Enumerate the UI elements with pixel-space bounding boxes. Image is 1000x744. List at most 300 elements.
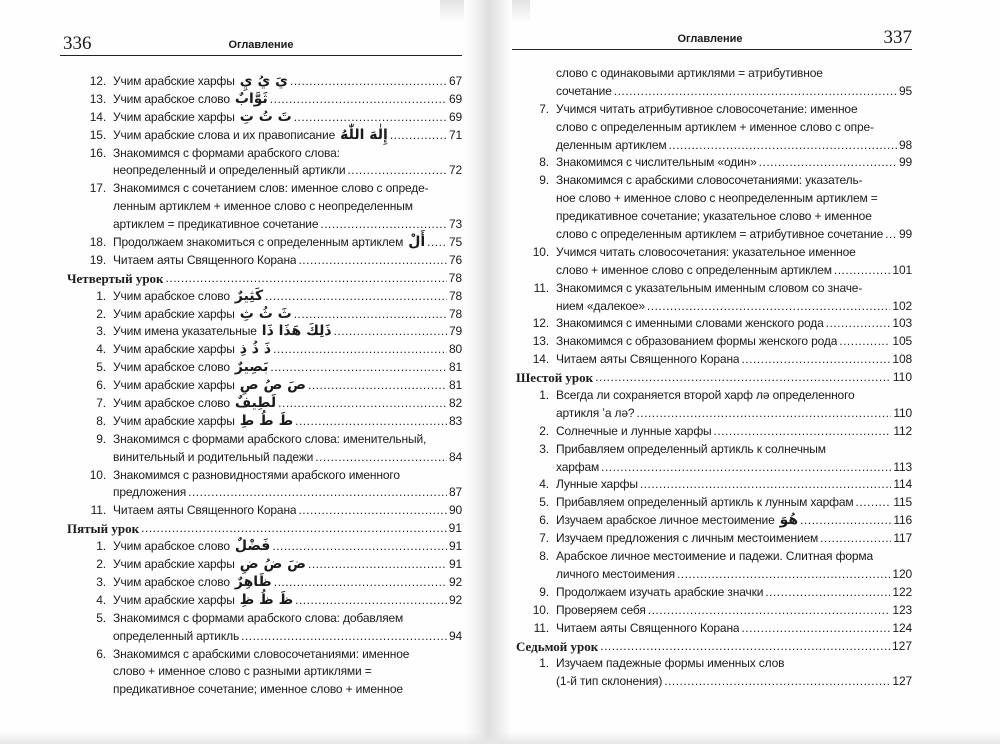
- toc-entry-number: 11.: [533, 280, 549, 295]
- toc-entry-text: [113, 73, 462, 91]
- lesson-title: Четвертый урок: [67, 270, 164, 286]
- arabic-text: ظَاهِرٌ: [234, 573, 272, 590]
- toc-entry: [60, 91, 462, 109]
- toc-entry-text: [113, 252, 462, 270]
- toc-entry-text: [113, 538, 462, 556]
- toc-entry-number: 1.: [539, 388, 549, 403]
- toc-list: [512, 65, 912, 691]
- toc-line: [113, 306, 462, 324]
- toc-entry-text: [113, 109, 462, 127]
- arabic-text: ظَ ظُ ظِ: [239, 591, 294, 608]
- toc-entry-number: 5.: [96, 610, 106, 625]
- arabic-text: صَ صُ صِ: [239, 377, 306, 394]
- toc-page-number: 127: [891, 638, 912, 653]
- toc-page-number: 116: [893, 513, 912, 528]
- toc-entry-number: 6.: [96, 378, 106, 393]
- toc-line-text: Арабское личное местоимение и падежи. Слитная форма: [556, 549, 873, 564]
- toc-page-number: 83: [448, 413, 462, 428]
- toc-line: [113, 73, 462, 91]
- toc-list: [60, 73, 462, 699]
- toc-entry: [512, 387, 912, 423]
- dot-leader: [290, 73, 447, 91]
- toc-line: [113, 145, 462, 163]
- toc-entry-number: 15.: [89, 127, 106, 142]
- toc-line: [556, 172, 912, 190]
- dot-leader: [320, 216, 447, 234]
- toc-line-text: Продолжаем изучать арабские значки: [556, 584, 764, 599]
- dot-leader: [294, 109, 447, 127]
- page-number: 337: [883, 27, 912, 48]
- toc-entry-text: [556, 154, 912, 172]
- toc-entry: [512, 315, 912, 333]
- toc-page-number: 98: [898, 137, 912, 152]
- toc-entry-text: [113, 234, 462, 252]
- toc-entry-text: [556, 333, 912, 351]
- toc-entry-text: [113, 180, 462, 234]
- toc-entry-number: 2.: [96, 306, 106, 321]
- toc-line-text: харфам: [556, 459, 600, 474]
- toc-entry-text: [556, 387, 912, 423]
- toc-entry-text: [556, 476, 912, 494]
- toc-line: [556, 655, 912, 673]
- toc-page-number: 95: [898, 83, 912, 98]
- lesson-heading: [60, 270, 462, 288]
- toc-entry: [512, 333, 912, 351]
- toc-line: [113, 216, 462, 234]
- arabic-text: يَ يُ يِ: [239, 73, 288, 89]
- toc-page-number: 102: [892, 298, 912, 313]
- toc-entry-number: 10.: [89, 467, 106, 482]
- toc-line: [556, 548, 912, 566]
- toc-line-text: Учим арабское слово: [113, 396, 230, 411]
- lesson-title: Шестой урок: [516, 370, 594, 386]
- toc-page-number: 115: [893, 495, 912, 510]
- toc-page-number: 87: [448, 485, 462, 500]
- toc-line: [113, 592, 462, 610]
- toc-entry-number: 11.: [533, 620, 549, 635]
- toc-line: [113, 234, 462, 252]
- toc-line-text: слово с определенным артиклем = атрибутивное сочетание: [556, 227, 884, 242]
- toc-entry-text: [556, 315, 912, 333]
- toc-line-text: личного местоимения: [556, 566, 675, 581]
- toc-line: [556, 530, 912, 548]
- toc-entry-text: [113, 413, 462, 431]
- dot-leader: [800, 512, 891, 530]
- arabic-text: ثَ ثُ ثِ: [239, 305, 292, 322]
- dot-leader: [600, 638, 890, 656]
- toc-line: [556, 208, 912, 226]
- toc-page-number: 78: [448, 306, 462, 321]
- toc-entry: [512, 101, 912, 155]
- toc-line: [113, 431, 462, 449]
- toc-entry-text: [556, 441, 912, 477]
- toc-line-text: Учим арабские харфы: [113, 378, 235, 393]
- toc-entry: [60, 127, 462, 145]
- arabic-text: ضَ ضُ ضِ: [239, 556, 306, 573]
- toc-entry-number: 3.: [96, 324, 106, 339]
- toc-line: [556, 280, 912, 298]
- toc-line-text: нием «далекое»: [556, 298, 645, 313]
- toc-line: [556, 494, 912, 512]
- toc-page-number: 92: [448, 574, 462, 589]
- toc-page-number: 110: [892, 370, 912, 385]
- toc-page-number: 123: [892, 602, 912, 617]
- toc-entry-number: 11.: [90, 503, 106, 518]
- dot-leader: [595, 369, 891, 387]
- toc-entry: [512, 602, 912, 620]
- toc-entry: [512, 172, 912, 244]
- toc-entry-number: 8.: [539, 549, 549, 564]
- dot-leader: [839, 333, 890, 351]
- arabic-text: إِلٰهَ اللّٰهُ: [340, 126, 388, 143]
- toc-entry: [60, 180, 462, 234]
- arabic-text: ذَ ذُ ذِ: [239, 341, 272, 358]
- toc-entry-text: [113, 306, 462, 324]
- toc-line-text: предикативное сочетание; указательное слово + именное: [556, 209, 872, 224]
- toc-line: [113, 323, 462, 341]
- toc-entry-number: 18.: [89, 235, 106, 250]
- toc-line-text: Прибавляем определенный артикль к солнечным: [556, 441, 826, 456]
- toc-line-text: винительный и родительный падежи: [113, 449, 314, 464]
- toc-entry-number: 7.: [96, 396, 106, 411]
- toc-page-number: 76: [448, 252, 462, 267]
- toc-entry-number: 14.: [532, 352, 549, 367]
- dot-leader: [298, 252, 446, 270]
- toc-line: [556, 673, 912, 691]
- toc-entry-text: [113, 377, 462, 395]
- toc-line: [113, 538, 462, 556]
- dot-leader: [295, 413, 447, 431]
- toc-page-number: 124: [892, 620, 912, 635]
- toc-line-text: Учим арабское слово: [113, 288, 230, 303]
- toc-entry-number: 13.: [532, 334, 549, 349]
- dot-leader: [826, 315, 891, 333]
- toc-entry-text: [113, 574, 462, 592]
- toc-entry: [60, 288, 462, 306]
- toc-entry-number: 5.: [539, 495, 549, 510]
- toc-entry-text: [556, 655, 912, 691]
- toc-line-text: Всегда ли сохраняется второй харф лә определенного: [556, 388, 855, 403]
- dot-leader: [648, 602, 891, 620]
- toc-line-text: Знакомимся с числительным «один»: [556, 155, 757, 170]
- toc-line-text: артиклем = предикативное сочетание: [113, 217, 319, 232]
- toc-entry: [512, 512, 912, 530]
- dot-leader: [272, 538, 447, 556]
- toc-page-number: 69: [448, 91, 462, 106]
- toc-line-text: артикля ʼа лә?: [556, 405, 635, 420]
- toc-entry-text: [556, 512, 912, 530]
- arabic-text: بَصِيرٌ: [234, 359, 269, 376]
- toc-line-text: Учимся читать атрибутивное словосочетание: именное: [556, 101, 858, 116]
- toc-entry-text: [113, 467, 462, 503]
- toc-page-number: 73: [448, 217, 462, 232]
- toc-entry-number: 1.: [96, 539, 106, 554]
- toc-entry-number: 1.: [539, 656, 549, 671]
- toc-page-number: 117: [893, 531, 912, 546]
- toc-entry: [60, 610, 462, 646]
- toc-page-number: 113: [893, 459, 912, 474]
- toc-line: [113, 681, 462, 699]
- toc-line-text: ленным артиклем + именное слово с неопределенным: [113, 199, 413, 214]
- toc-line: [113, 646, 462, 664]
- dot-leader: [601, 459, 891, 477]
- toc-line: [113, 341, 462, 359]
- toc-page-number: 84: [448, 449, 462, 464]
- arabic-text: ذَلِكَ هَذَا ذَا: [261, 323, 332, 340]
- toc-entry-text: [113, 431, 462, 467]
- toc-line: [113, 91, 462, 109]
- toc-entry-text: [113, 556, 462, 574]
- toc-entry: [512, 423, 912, 441]
- toc-line: [556, 387, 912, 405]
- toc-page-number: 78: [448, 288, 462, 303]
- arabic-text: ثَوَّابٌ: [234, 90, 268, 107]
- dot-leader: [390, 127, 447, 145]
- toc-line: [556, 226, 912, 244]
- toc-page-number: 75: [448, 235, 462, 250]
- toc-entry-continuation: [512, 65, 912, 101]
- toc-entry-text: [556, 584, 912, 602]
- toc-entry: [60, 431, 462, 467]
- book-gutter: [464, 0, 512, 744]
- toc-line: [556, 584, 912, 602]
- arabic-text: لَطِيفٌ: [234, 395, 277, 412]
- toc-entry-text: [556, 602, 912, 620]
- toc-line-text: Изучаем арабское личное местоимение: [556, 513, 775, 528]
- dot-leader: [856, 494, 892, 512]
- toc-line: [556, 512, 912, 530]
- arabic-text: كَثِيرٌ: [234, 287, 264, 304]
- toc-entry-number: 6.: [96, 646, 106, 661]
- toc-line: [556, 566, 912, 584]
- toc-line-text: предикативное сочетание; именное слово + именное: [113, 682, 403, 697]
- lesson-heading: [512, 369, 912, 387]
- toc-line: [556, 333, 912, 351]
- toc-line: [556, 620, 912, 638]
- toc-entry-text: [556, 280, 912, 316]
- toc-page-number: 127: [892, 674, 912, 689]
- toc-line: [113, 109, 462, 127]
- toc-entry: [512, 655, 912, 691]
- toc-line-text: Учим арабское слово: [113, 360, 230, 375]
- toc-entry: [60, 73, 462, 91]
- toc-entry: [512, 280, 912, 316]
- toc-entry-number: 10.: [532, 602, 549, 617]
- toc-line-text: Учим арабские харфы: [113, 109, 235, 124]
- toc-line: [113, 198, 462, 216]
- toc-line: [556, 602, 912, 620]
- toc-entry-text: [556, 351, 912, 369]
- toc-entry-text: [556, 244, 912, 280]
- arabic-text: طَ طُ طِ: [239, 412, 294, 429]
- toc-entry-text: [113, 127, 462, 145]
- dot-leader: [295, 592, 447, 610]
- page-number: 336: [63, 33, 92, 54]
- toc-entry: [512, 620, 912, 638]
- toc-page-number: 80: [448, 342, 462, 357]
- toc-entry-number: 3.: [539, 441, 549, 456]
- toc-entry-text: [113, 288, 462, 306]
- toc-page-number: 91: [448, 557, 462, 572]
- toc-page-number: 122: [892, 584, 912, 599]
- right-page: [512, 0, 912, 744]
- toc-line: [556, 298, 912, 316]
- toc-line-text: слово + именное слово с разными артиклями =: [113, 664, 372, 679]
- toc-entry-number: 9.: [539, 173, 549, 188]
- arabic-text: فَضْلٌ: [234, 538, 271, 555]
- toc-line: [556, 137, 912, 155]
- toc-entry: [512, 548, 912, 584]
- toc-line-text: Учим имена указательные: [113, 324, 257, 339]
- toc-line-text: Знакомимся с формами арабского слова: именительный,: [113, 431, 427, 446]
- toc-entry: [512, 494, 912, 512]
- toc-line-text: слово с одинаковыми артиклями = атрибутивное: [556, 66, 823, 80]
- toc-line-text: Учим арабские харфы: [113, 342, 235, 357]
- toc-entry-number: 5.: [96, 360, 106, 375]
- dot-leader: [885, 226, 897, 244]
- toc-line-text: Солнечные и лунные харфы: [556, 423, 712, 438]
- toc-entry-number: 14.: [89, 109, 106, 124]
- dot-leader: [741, 620, 890, 638]
- toc-page-number: 108: [892, 352, 912, 367]
- toc-page-number: 81: [448, 360, 462, 375]
- toc-page-number: 91: [448, 539, 462, 554]
- dot-leader: [273, 341, 447, 359]
- toc-line-text: Учим арабское слово: [113, 539, 230, 554]
- toc-entry-text: [113, 502, 462, 520]
- toc-line-text: Учим арабские харфы: [113, 557, 235, 572]
- toc-line: [556, 441, 912, 459]
- toc-line: [556, 459, 912, 477]
- toc-page-number: 99: [898, 155, 912, 170]
- toc-entry: [60, 467, 462, 503]
- toc-line: [113, 252, 462, 270]
- dot-leader: [741, 351, 890, 369]
- toc-page-number: 79: [448, 324, 462, 339]
- toc-page-number: 114: [893, 477, 912, 492]
- toc-line: [113, 395, 462, 413]
- dot-leader: [298, 502, 446, 520]
- toc-entry-number: 7.: [539, 101, 549, 116]
- toc-entry-number: 12.: [89, 74, 106, 88]
- toc-line: [556, 190, 912, 208]
- toc-line: [556, 262, 912, 280]
- toc-line-text: Читаем аяты Священного Корана: [113, 252, 297, 267]
- toc-line-text: Знакомимся с разновидностями арабского именного: [113, 467, 400, 482]
- toc-line: [556, 244, 912, 262]
- dot-leader: [677, 566, 890, 584]
- toc-line: [113, 502, 462, 520]
- toc-entry: [512, 244, 912, 280]
- arabic-text: تَ تُ تِ: [239, 108, 292, 125]
- toc-line: [556, 476, 912, 494]
- toc-entry-number: 4.: [539, 477, 549, 492]
- toc-page-number: 67: [448, 74, 462, 88]
- dot-leader: [308, 556, 447, 574]
- dot-leader: [270, 91, 447, 109]
- dot-leader: [765, 584, 890, 602]
- toc-entry: [60, 592, 462, 610]
- dot-leader: [294, 306, 447, 324]
- toc-line-text: Учим арабские харфы: [113, 413, 235, 428]
- running-title: Оглавление: [228, 39, 294, 51]
- toc-page-number: 91: [448, 521, 462, 536]
- toc-entry-text: [113, 91, 462, 109]
- dot-leader: [820, 530, 891, 548]
- toc-entry-number: 4.: [96, 342, 106, 357]
- toc-entry-number: 17.: [89, 181, 106, 196]
- toc-entry: [60, 109, 462, 127]
- toc-entry: [60, 538, 462, 556]
- dot-leader: [166, 270, 447, 288]
- toc-page-number: 81: [448, 378, 462, 393]
- dot-leader: [334, 323, 447, 341]
- toc-page-number: 71: [448, 127, 462, 142]
- dot-leader: [270, 359, 447, 377]
- lesson-title: Седьмой урок: [516, 638, 599, 654]
- toc-line-text: Знакомимся с указательным именным словом со значе-: [556, 280, 863, 295]
- toc-entry: [60, 646, 462, 700]
- toc-line: [556, 101, 912, 119]
- toc-entry: [512, 530, 912, 548]
- toc-line: [113, 377, 462, 395]
- dot-leader: [640, 476, 892, 494]
- left-page: [60, 0, 462, 744]
- dot-leader: [834, 262, 891, 280]
- toc-line: [556, 315, 912, 333]
- toc-entry: [512, 154, 912, 172]
- toc-line: [556, 351, 912, 369]
- toc-entry-number: 10.: [532, 244, 549, 259]
- toc-entry-number: 2.: [539, 423, 549, 438]
- toc-line-text: Учим арабское слово: [113, 574, 230, 589]
- toc-entry-text: [556, 494, 912, 512]
- dot-leader: [308, 377, 447, 395]
- toc-entry-number: 12.: [532, 316, 549, 331]
- arabic-text: أَلْ: [408, 234, 426, 251]
- toc-line-text: Читаем аяты Священного Корана: [556, 620, 740, 635]
- dot-leader: [188, 484, 447, 502]
- toc-line: [556, 405, 912, 423]
- toc-entry-number: 6.: [539, 513, 549, 528]
- toc-entry-number: 2.: [96, 557, 106, 572]
- toc-line: [113, 180, 462, 198]
- toc-line-text: Учимся читать словосочетания: указательное именное: [556, 244, 856, 259]
- toc-entry-text: [556, 620, 912, 638]
- toc-line: [113, 556, 462, 574]
- toc-line: [556, 119, 912, 137]
- toc-line-text: Изучаем предложения с личным местоимением: [556, 531, 819, 546]
- toc-page-number: 78: [448, 270, 462, 285]
- toc-line: [113, 610, 462, 628]
- toc-entry-text: [113, 359, 462, 377]
- toc-line: [113, 574, 462, 592]
- toc-entry: [512, 584, 912, 602]
- toc-page-number: 105: [892, 334, 912, 349]
- toc-page-number: 94: [448, 628, 462, 643]
- dot-leader: [668, 137, 896, 155]
- toc-entry: [60, 252, 462, 270]
- toc-entry: [60, 395, 462, 413]
- toc-line: [113, 484, 462, 502]
- toc-line: [556, 83, 912, 101]
- toc-entry-text: [556, 172, 912, 244]
- toc-line-text: ное слово + именное слово с неопределенным артиклем =: [556, 191, 878, 206]
- toc-page-number: 103: [892, 316, 912, 331]
- toc-entry-text: [113, 592, 462, 610]
- dot-leader: [714, 423, 892, 441]
- toc-entry: [60, 323, 462, 341]
